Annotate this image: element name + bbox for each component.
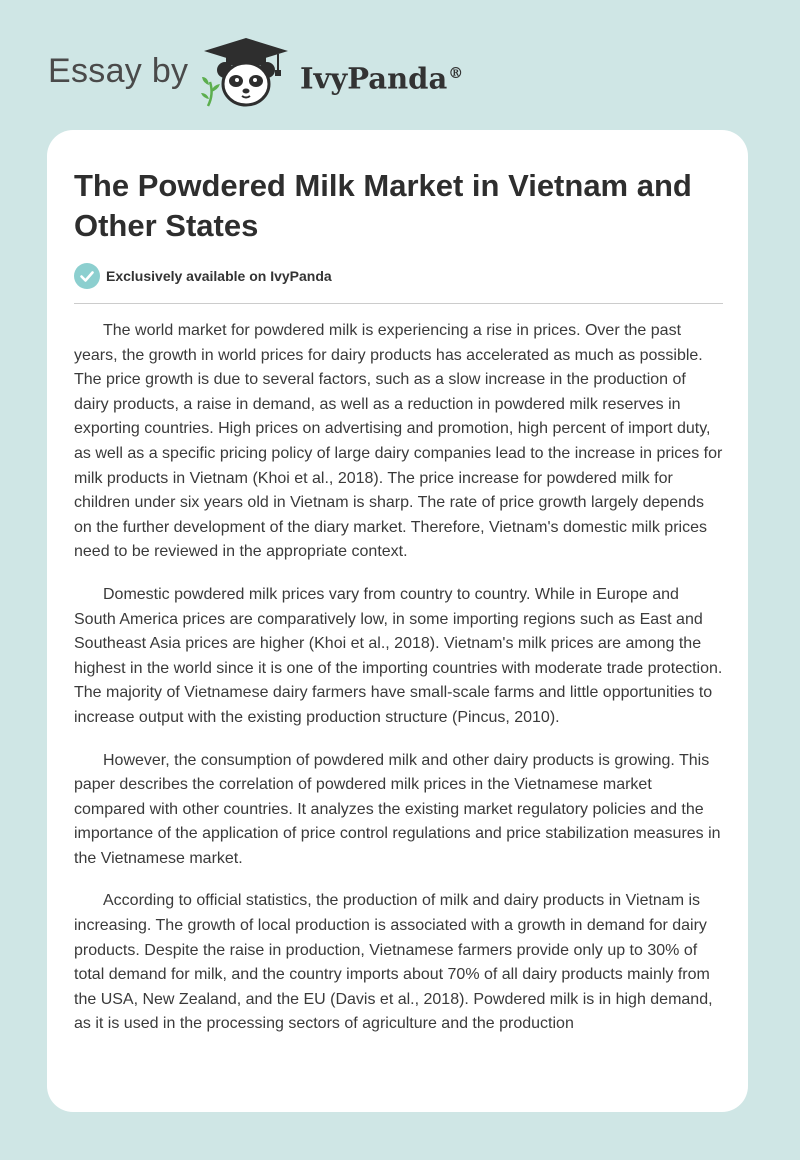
brand-name[interactable]: [300, 53, 463, 99]
ivypanda-logo-icon[interactable]: [200, 36, 292, 110]
registered-mark: ®: [448, 64, 464, 82]
paragraph: The world market for powdered milk is experiencing a rise in prices. Over the past years, the growth in world prices for dairy products has accelerated as much as possible. The price growth is due to several factors, such as a slow increase in the production of dairy products, a raise in demand, as well as a reduction in powdered milk reserves in exporting countries. High prices on advertising and promotion, high percent of import duty, as well as a specific pricing policy of large dairy companies lead to the increase in prices for milk products in Vietnam (Khoi et al., 2018). The price increase for powdered milk for children under six years old in Vietnam is sharp. The rate of price growth largely depends on the further development of the diary market. Therefore, Vietnam's domestic milk prices need to be reviewed in the appropriate context.: [74, 322, 723, 561]
essay-by-label: Essay by: [48, 52, 189, 90]
checkmark-icon: [74, 263, 100, 289]
exclusive-badge-label: Exclusively available on IvyPanda: [106, 268, 332, 284]
essay-body: [74, 319, 724, 1055]
page-title: The Powdered Milk Market in Vietnam and Other States: [74, 168, 692, 243]
paragraph: Domestic powdered milk prices vary from country to country. While in Europe and South America prices are comparatively low, in some importing regions such as East and Southeast Asia prices are higher (Khoi et al., 2018). Vietnam's milk prices are among the highest in the world since it is one of the importing countries with moderate trade protection. The majority of Vietnamese dairy farmers have small-scale farms and little opportunities to increase output with the existing production structure (Pincus, 2010).: [74, 585, 723, 726]
exclusive-badge: [74, 263, 332, 289]
site-header: [0, 30, 800, 110]
brand-name-text: IvyPanda: [300, 61, 448, 96]
paragraph: According to official statistics, the production of milk and dairy products in Vietnam is increasing. The growth of local production is associated with a growth in demand for dairy products. Despite the raise in production, Vietnamese farmers provide only up to 30% of total demand for milk, and the country imports about 70% of all dairy products mainly from the USA, New Zealand, and the EU (Davis et al., 2018). Powdered milk is in high demand, as it is used in the processing sectors of agriculture and the production: [74, 892, 713, 1033]
divider: [74, 303, 723, 304]
essay-card: [47, 130, 748, 1112]
paragraph: However, the consumption of powdered milk and other dairy products is growing. This paper describes the correlation of powdered milk prices in the Vietnamese market compared with other countries. It analyzes the existing market regulatory policies and the importance of the application of price control regulations and price stabilization measures in the Vietnamese market.: [74, 751, 721, 867]
